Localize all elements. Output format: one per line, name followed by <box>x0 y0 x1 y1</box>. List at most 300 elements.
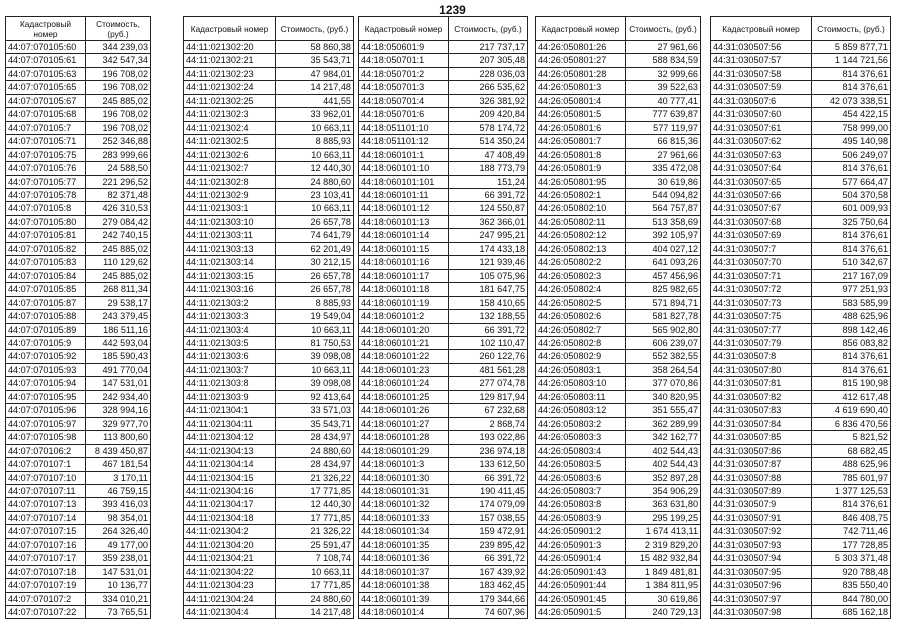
cost-cell: 488 625,96 <box>812 458 891 471</box>
table-row <box>536 81 701 94</box>
cadastral-number-cell: 44:31:030507:80 <box>711 363 812 376</box>
table-header-row <box>359 17 528 41</box>
cadastral-number-cell: 44:18:060101:23 <box>359 363 449 376</box>
cost-cell: 66 815,36 <box>626 135 701 148</box>
table-row <box>359 552 528 565</box>
cost-cell: 68 682,45 <box>812 444 891 457</box>
cost-cell: 67 232,68 <box>449 404 528 417</box>
cost-cell: 66 391,72 <box>449 188 528 201</box>
cost-cell: 920 788,48 <box>812 565 891 578</box>
cost-cell: 92 413,64 <box>276 390 354 403</box>
cost-cell: 179 344,66 <box>449 592 528 605</box>
table-row <box>6 511 151 524</box>
table-row <box>359 363 528 376</box>
cost-table-3 <box>358 16 528 619</box>
cadastral-number-cell: 44:31:030507:66 <box>711 188 812 201</box>
cost-cell: 62 201,49 <box>276 242 354 255</box>
cadastral-number-cell: 44:31:030507:97 <box>711 592 812 605</box>
cadastral-number-cell: 44:18:060101:15 <box>359 242 449 255</box>
cadastral-number-cell: 44:11:021302:5 <box>184 135 276 148</box>
cadastral-number-cell: 44:07:070105:84 <box>6 269 86 282</box>
table-row <box>184 565 354 578</box>
table-row <box>184 310 354 323</box>
cost-cell: 47 408,49 <box>449 148 528 161</box>
cadastral-number-cell: 44:07:070105:68 <box>6 108 86 121</box>
table-row <box>711 242 891 255</box>
cost-cell: 121 939,46 <box>449 256 528 269</box>
cost-cell: 510 342,67 <box>812 256 891 269</box>
table-row <box>184 484 354 497</box>
cost-cell: 402 544,43 <box>626 444 701 457</box>
cadastral-number-cell: 44:26:050803:11 <box>536 390 626 403</box>
cadastral-number-cell: 44:07:070105:89 <box>6 323 86 336</box>
table-row <box>711 458 891 471</box>
cadastral-number-cell: 44:26:050803:4 <box>536 444 626 457</box>
table-row <box>711 404 891 417</box>
table-row <box>536 296 701 309</box>
cost-cell: 506 249,07 <box>812 148 891 161</box>
table-row <box>711 484 891 497</box>
cadastral-number-cell: 44:31:030507:77 <box>711 323 812 336</box>
cadastral-number-cell: 44:11:021303:15 <box>184 269 276 282</box>
cost-cell: 571 894,71 <box>626 296 701 309</box>
table-row <box>6 350 151 363</box>
table-header-row <box>6 17 151 41</box>
cadastral-number-cell: 44:18:060101:10 <box>359 162 449 175</box>
cost-cell: 814 376,61 <box>812 363 891 376</box>
cost-cell: 8 439 450,87 <box>86 444 151 457</box>
cost-cell: 33 571,03 <box>276 404 354 417</box>
header-cost: Стоимость, (руб.) <box>449 17 528 41</box>
cadastral-number-cell: 44:07:070105:98 <box>6 431 86 444</box>
table-row <box>359 215 528 228</box>
table-row <box>536 135 701 148</box>
table-row <box>711 229 891 242</box>
cadastral-number-cell: 44:07:070107:10 <box>6 471 86 484</box>
table-row <box>184 256 354 269</box>
cost-cell: 454 422,15 <box>812 108 891 121</box>
table-row <box>711 592 891 605</box>
cost-cell: 846 408,75 <box>812 511 891 524</box>
table-row <box>6 336 151 349</box>
table-row <box>184 458 354 471</box>
table-header-row <box>536 17 701 41</box>
table-row <box>711 188 891 201</box>
cadastral-number-cell: 44:31:030507:69 <box>711 229 812 242</box>
cost-cell: 814 376,61 <box>812 81 891 94</box>
table-row <box>6 256 151 269</box>
cadastral-number-cell: 44:26:050901:5 <box>536 606 626 619</box>
cadastral-number-cell: 44:07:070105:82 <box>6 242 86 255</box>
table-row <box>6 283 151 296</box>
cost-cell: 42 073 338,51 <box>812 94 891 107</box>
table-row <box>359 458 528 471</box>
cost-cell: 402 544,43 <box>626 458 701 471</box>
cadastral-number-cell: 44:07:070105:9 <box>6 336 86 349</box>
table-row <box>359 67 528 80</box>
cost-cell: 10 136,77 <box>86 579 151 592</box>
table-row <box>359 54 528 67</box>
table-row <box>6 148 151 161</box>
table-row <box>6 229 151 242</box>
cadastral-number-cell: 44:11:021304:22 <box>184 565 276 578</box>
cost-cell: 17 771,85 <box>276 484 354 497</box>
table-row <box>6 269 151 282</box>
table-row <box>711 135 891 148</box>
cost-cell: 177 728,85 <box>812 538 891 551</box>
cost-cell: 151,24 <box>449 175 528 188</box>
cadastral-number-cell: 44:31:030507:95 <box>711 565 812 578</box>
cadastral-number-cell: 44:18:060101:37 <box>359 565 449 578</box>
cost-cell: 196 708,02 <box>86 67 151 80</box>
cost-cell: 39 098,08 <box>276 377 354 390</box>
cadastral-number-cell: 44:18:060101:26 <box>359 404 449 417</box>
table-row <box>184 175 354 188</box>
table-row <box>536 215 701 228</box>
table-row <box>184 350 354 363</box>
table-row <box>6 444 151 457</box>
cost-cell: 26 657,78 <box>276 269 354 282</box>
cost-cell: 239 895,42 <box>449 538 528 551</box>
table-row <box>536 269 701 282</box>
cost-cell: 33 962,01 <box>276 108 354 121</box>
cost-cell: 207 305,48 <box>449 54 528 67</box>
table-row <box>711 431 891 444</box>
table-row <box>359 417 528 430</box>
table-row <box>711 565 891 578</box>
cost-cell: 47 984,01 <box>276 67 354 80</box>
cadastral-number-cell: 44:26:050803:12 <box>536 404 626 417</box>
cadastral-number-cell: 44:18:060101:13 <box>359 215 449 228</box>
cadastral-number-cell: 44:26:050802:6 <box>536 310 626 323</box>
cost-cell: 488 625,96 <box>812 310 891 323</box>
table-row <box>184 148 354 161</box>
cost-cell: 58 860,38 <box>276 41 354 54</box>
cadastral-number-cell: 44:26:050801:8 <box>536 148 626 161</box>
table-row <box>6 417 151 430</box>
cadastral-number-cell: 44:31:030507:6 <box>711 94 812 107</box>
cadastral-number-cell: 44:11:021304:21 <box>184 552 276 565</box>
cadastral-number-cell: 44:18:060101:39 <box>359 592 449 605</box>
cost-cell: 10 663,11 <box>276 121 354 134</box>
table-row <box>711 54 891 67</box>
cost-cell: 814 376,61 <box>812 162 891 175</box>
cadastral-number-cell: 44:31:030507:61 <box>711 121 812 134</box>
cost-cell: 30 619,86 <box>626 175 701 188</box>
cost-cell: 24 880,60 <box>276 444 354 457</box>
table-row <box>536 148 701 161</box>
cost-cell: 577 664,47 <box>812 175 891 188</box>
table-row <box>536 471 701 484</box>
cadastral-number-cell: 44:11:021302:3 <box>184 108 276 121</box>
table-row <box>711 336 891 349</box>
table-row <box>184 135 354 148</box>
cadastral-number-cell: 44:26:050801:9 <box>536 162 626 175</box>
table-row <box>359 256 528 269</box>
table-row <box>536 54 701 67</box>
cadastral-number-cell: 44:18:050701:3 <box>359 81 449 94</box>
cadastral-number-cell: 44:18:060101:32 <box>359 498 449 511</box>
table-row <box>6 363 151 376</box>
cadastral-number-cell: 44:31:030507:57 <box>711 54 812 67</box>
cadastral-number-cell: 44:11:021304:17 <box>184 498 276 511</box>
cadastral-number-cell: 44:26:050801:95 <box>536 175 626 188</box>
cost-cell: 24 880,60 <box>276 175 354 188</box>
cadastral-number-cell: 44:18:060101:2 <box>359 310 449 323</box>
cost-cell: 283 999,66 <box>86 148 151 161</box>
cost-cell: 124 550,87 <box>449 202 528 215</box>
cadastral-number-cell: 44:18:050701:6 <box>359 108 449 121</box>
cadastral-number-cell: 44:11:021302:9 <box>184 188 276 201</box>
cadastral-number-cell: 44:26:050803:7 <box>536 484 626 497</box>
table-row <box>359 471 528 484</box>
cost-cell: 352 897,28 <box>626 471 701 484</box>
cadastral-number-cell: 44:31:030507:58 <box>711 67 812 80</box>
cadastral-number-cell: 44:11:021304:11 <box>184 417 276 430</box>
cost-cell: 5 821,52 <box>812 431 891 444</box>
cadastral-number-cell: 44:26:050801:28 <box>536 67 626 80</box>
cost-cell: 442 593,04 <box>86 336 151 349</box>
cadastral-number-cell: 44:18:051101:10 <box>359 121 449 134</box>
table-row <box>6 242 151 255</box>
cadastral-number-cell: 44:07:070106:2 <box>6 444 86 457</box>
cadastral-number-cell: 44:07:070105:81 <box>6 229 86 242</box>
table-row <box>536 202 701 215</box>
table-row <box>536 417 701 430</box>
table-row <box>711 350 891 363</box>
cadastral-number-cell: 44:18:060101:38 <box>359 579 449 592</box>
cost-cell: 15 482 932,84 <box>626 552 701 565</box>
cadastral-number-cell: 44:26:050803:9 <box>536 511 626 524</box>
table-row <box>184 296 354 309</box>
table-row <box>536 538 701 551</box>
table-row <box>711 269 891 282</box>
table-row <box>359 525 528 538</box>
cadastral-number-cell: 44:07:070107:13 <box>6 498 86 511</box>
cost-cell: 606 239,07 <box>626 336 701 349</box>
cadastral-number-cell: 44:26:050901:45 <box>536 592 626 605</box>
table-row <box>711 81 891 94</box>
table-row <box>6 377 151 390</box>
cadastral-number-cell: 44:18:051101:12 <box>359 135 449 148</box>
cost-cell: 351 555,47 <box>626 404 701 417</box>
table-row <box>359 229 528 242</box>
cadastral-number-cell: 44:31:030507:82 <box>711 390 812 403</box>
cost-cell: 481 561,28 <box>449 363 528 376</box>
cost-cell: 491 770,04 <box>86 363 151 376</box>
cadastral-number-cell: 44:11:021304:16 <box>184 484 276 497</box>
cadastral-number-cell: 44:07:070107:16 <box>6 538 86 551</box>
cadastral-number-cell: 44:18:060101:14 <box>359 229 449 242</box>
cost-cell: 641 093,26 <box>626 256 701 269</box>
cadastral-number-cell: 44:11:021302:6 <box>184 148 276 161</box>
cadastral-number-cell: 44:31:030507:59 <box>711 81 812 94</box>
cadastral-number-cell: 44:26:050802:1 <box>536 188 626 201</box>
cadastral-number-cell: 44:11:021303:16 <box>184 283 276 296</box>
cost-cell: 66 391,72 <box>449 552 528 565</box>
table-row <box>6 81 151 94</box>
table-row <box>359 41 528 54</box>
table-row <box>6 565 151 578</box>
cost-cell: 362 366,01 <box>449 215 528 228</box>
cost-cell: 39 098,08 <box>276 350 354 363</box>
cost-cell: 742 711,46 <box>812 525 891 538</box>
cadastral-number-cell: 44:31:030507:70 <box>711 256 812 269</box>
table-row <box>6 525 151 538</box>
table-row <box>711 202 891 215</box>
table-row <box>711 377 891 390</box>
table-row <box>711 215 891 228</box>
cadastral-number-cell: 44:26:050803:8 <box>536 498 626 511</box>
cost-cell: 363 631,80 <box>626 498 701 511</box>
header-cadastral-number: Кадастровый номер <box>6 17 86 41</box>
cadastral-number-cell: 44:11:021303:9 <box>184 390 276 403</box>
cadastral-number-cell: 44:11:021304:23 <box>184 579 276 592</box>
table-row <box>536 242 701 255</box>
cost-cell: 326 381,92 <box>449 94 528 107</box>
cadastral-number-cell: 44:18:060101:4 <box>359 606 449 619</box>
cadastral-number-cell: 44:07:070105:60 <box>6 41 86 54</box>
cadastral-number-cell: 44:26:050901:2 <box>536 525 626 538</box>
table-row <box>359 579 528 592</box>
table-row <box>184 269 354 282</box>
cost-cell: 340 820,95 <box>626 390 701 403</box>
table-row <box>536 592 701 605</box>
cost-cell: 577 119,97 <box>626 121 701 134</box>
table-row <box>711 444 891 457</box>
table-row <box>6 108 151 121</box>
cost-cell: 495 140,98 <box>812 135 891 148</box>
table-row <box>359 81 528 94</box>
cadastral-number-cell: 44:26:050801:5 <box>536 108 626 121</box>
cadastral-number-cell: 44:31:030507:79 <box>711 336 812 349</box>
table-row <box>359 498 528 511</box>
cadastral-number-cell: 44:07:070107:1 <box>6 458 86 471</box>
table-row <box>536 162 701 175</box>
cost-cell: 565 902,80 <box>626 323 701 336</box>
cost-cell: 66 391,72 <box>449 323 528 336</box>
table-row <box>359 565 528 578</box>
table-row <box>6 323 151 336</box>
cadastral-number-cell: 44:11:021303:8 <box>184 377 276 390</box>
cost-cell: 325 750,64 <box>812 215 891 228</box>
cadastral-number-cell: 44:26:050802:5 <box>536 296 626 309</box>
cost-cell: 354 906,29 <box>626 484 701 497</box>
cadastral-number-cell: 44:18:060101:35 <box>359 538 449 551</box>
cost-cell: 113 800,60 <box>86 431 151 444</box>
cost-cell: 344 239,03 <box>86 41 151 54</box>
cadastral-number-cell: 44:11:021304:13 <box>184 444 276 457</box>
table-row <box>6 94 151 107</box>
cost-cell: 685 162,18 <box>812 606 891 619</box>
table-row <box>184 511 354 524</box>
table-row <box>6 202 151 215</box>
table-row <box>711 121 891 134</box>
cost-cell: 102 110,47 <box>449 336 528 349</box>
cost-cell: 279 084,42 <box>86 215 151 228</box>
table-row <box>184 336 354 349</box>
table-row <box>711 94 891 107</box>
cost-cell: 335 472,08 <box>626 162 701 175</box>
cost-cell: 1 849 481,81 <box>626 565 701 578</box>
cadastral-number-cell: 44:11:021303:3 <box>184 310 276 323</box>
cadastral-number-cell: 44:26:050802:4 <box>536 283 626 296</box>
cost-cell: 217 167,09 <box>812 269 891 282</box>
cadastral-number-cell: 44:26:050802:13 <box>536 242 626 255</box>
cadastral-number-cell: 44:26:050801:4 <box>536 94 626 107</box>
table-row <box>536 336 701 349</box>
table-row <box>359 511 528 524</box>
table-row <box>184 363 354 376</box>
cost-table-2 <box>183 16 354 619</box>
table-row <box>6 592 151 605</box>
cadastral-number-cell: 44:26:050802:10 <box>536 202 626 215</box>
table-row <box>536 188 701 201</box>
cadastral-number-cell: 44:11:021303:2 <box>184 296 276 309</box>
cost-cell: 110 129,62 <box>86 256 151 269</box>
table-row <box>184 41 354 54</box>
table-row <box>184 525 354 538</box>
cost-cell: 8 885,93 <box>276 135 354 148</box>
cadastral-number-cell: 44:26:050801:3 <box>536 81 626 94</box>
table-row <box>711 256 891 269</box>
cadastral-number-cell: 44:31:030507:8 <box>711 350 812 363</box>
page-number: 1239 <box>439 3 466 17</box>
cost-cell: 426 310,53 <box>86 202 151 215</box>
cost-cell: 329 977,70 <box>86 417 151 430</box>
table-row <box>6 310 151 323</box>
table-row <box>359 310 528 323</box>
cadastral-number-cell: 44:11:021304:15 <box>184 471 276 484</box>
cadastral-number-cell: 44:11:021304:14 <box>184 458 276 471</box>
table-header-row <box>184 17 354 41</box>
cadastral-number-cell: 44:07:070107:11 <box>6 484 86 497</box>
cadastral-number-cell: 44:07:070107:14 <box>6 511 86 524</box>
cadastral-number-cell: 44:26:050901:43 <box>536 565 626 578</box>
table-row <box>184 202 354 215</box>
table-row <box>711 108 891 121</box>
cadastral-number-cell: 44:07:070105:63 <box>6 67 86 80</box>
cadastral-number-cell: 44:31:030507:88 <box>711 471 812 484</box>
table-row <box>536 458 701 471</box>
cadastral-number-cell: 44:11:021302:21 <box>184 54 276 67</box>
table-row <box>6 54 151 67</box>
table-row <box>536 377 701 390</box>
cost-cell: 46 759,15 <box>86 484 151 497</box>
table-row <box>6 41 151 54</box>
cost-cell: 98 354,01 <box>86 511 151 524</box>
table-row <box>711 538 891 551</box>
cost-cell: 564 757,87 <box>626 202 701 215</box>
cadastral-number-cell: 44:11:021302:24 <box>184 81 276 94</box>
cadastral-number-cell: 44:26:050901:44 <box>536 579 626 592</box>
cost-cell: 181 647,75 <box>449 283 528 296</box>
table-row <box>6 498 151 511</box>
cadastral-number-cell: 44:31:030507:89 <box>711 484 812 497</box>
table-row <box>184 162 354 175</box>
table-row <box>6 471 151 484</box>
cost-cell: 35 543,71 <box>276 417 354 430</box>
cadastral-number-cell: 44:31:030507:56 <box>711 41 812 54</box>
cadastral-number-cell: 44:07:070105:85 <box>6 283 86 296</box>
cost-cell: 185 590,43 <box>86 350 151 363</box>
cost-cell: 159 472,91 <box>449 525 528 538</box>
cost-cell: 10 663,11 <box>276 202 354 215</box>
cost-cell: 457 456,96 <box>626 269 701 282</box>
table-row <box>536 67 701 80</box>
cost-cell: 785 601,97 <box>812 471 891 484</box>
cadastral-number-cell: 44:18:060101:11 <box>359 188 449 201</box>
